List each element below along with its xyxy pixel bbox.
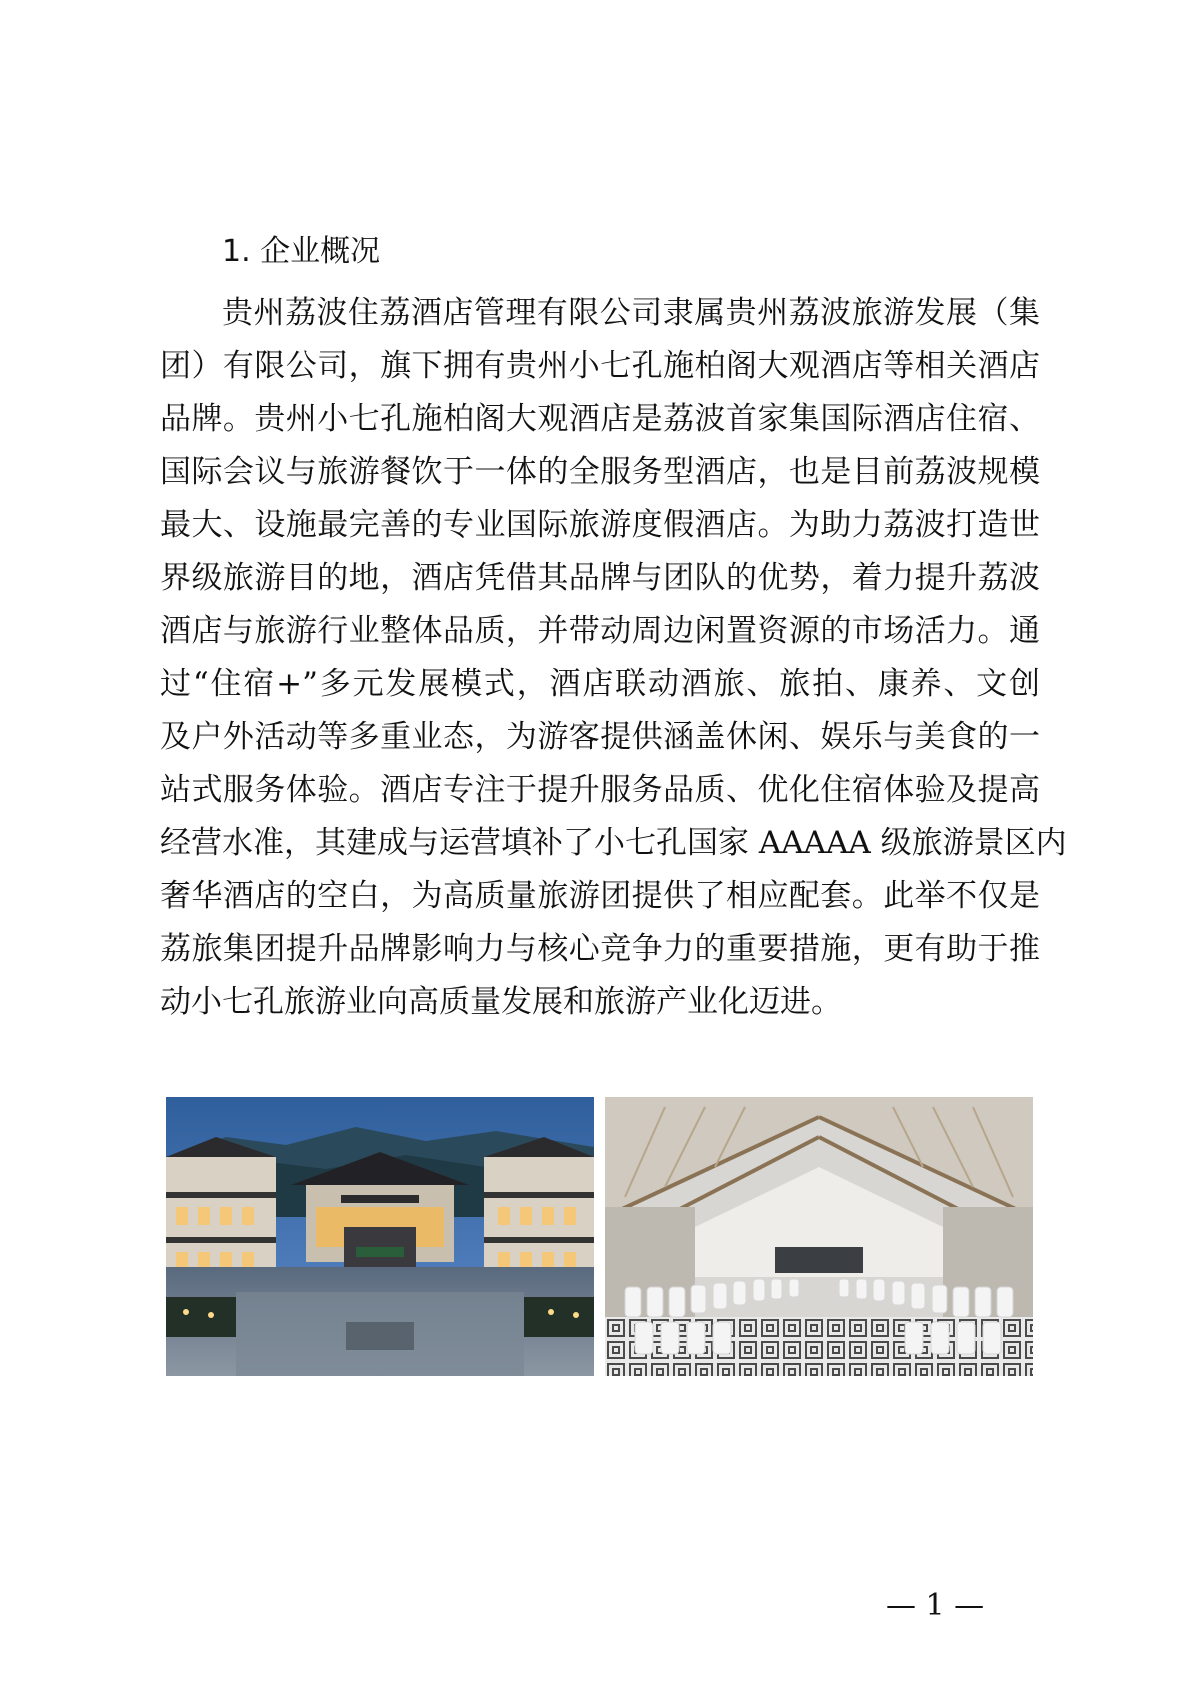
paragraph-line: 国际会议与旅游餐饮于一体的全服务型酒店，也是目前荔波规模 <box>160 454 1040 490</box>
conference-hall-image <box>605 1097 1033 1376</box>
hotel-exterior-photo <box>166 1097 594 1376</box>
paragraph-line: 荔旅集团提升品牌影响力与核心竞争力的重要措施，更有助于推 <box>160 931 1040 967</box>
section-heading: 1. 企业概况 <box>222 234 381 269</box>
paragraph-line: 酒店与旅游行业整体品质，并带动周边闲置资源的市场活力。通 <box>160 613 1040 649</box>
paragraph-line: 团）有限公司，旗下拥有贵州小七孔施柏阁大观酒店等相关酒店 <box>160 348 1040 384</box>
paragraph-line: 最大、设施最完善的专业国际旅游度假酒店。为助力荔波打造世 <box>160 507 1040 543</box>
page-number: — 1 — <box>886 1588 985 1623</box>
paragraph-line: 经营水准，其建成与运营填补了小七孔国家 AAAAA 级旅游景区内 <box>160 825 1067 861</box>
paragraph-line: 界级旅游目的地，酒店凭借其品牌与团队的优势，着力提升荔波 <box>160 560 1040 596</box>
paragraph-line: 动小七孔旅游业向高质量发展和旅游产业化迈进。 <box>160 984 842 1020</box>
hotel-exterior-image <box>166 1097 594 1376</box>
paragraph-line: 站式服务体验。酒店专注于提升服务品质、优化住宿体验及提高 <box>160 772 1040 808</box>
paragraph-line: 奢华酒店的空白，为高质量旅游团提供了相应配套。此举不仅是 <box>160 878 1040 914</box>
paragraph-line: 品牌。贵州小七孔施柏阁大观酒店是荔波首家集国际酒店住宿、 <box>160 401 1040 437</box>
paragraph-line: 及户外活动等多重业态，为游客提供涵盖休闲、娱乐与美食的一 <box>160 719 1040 755</box>
paragraph-line: 贵州荔波住荔酒店管理有限公司隶属贵州荔波旅游发展（集 <box>222 295 1040 331</box>
paragraph-line: 过“住宿+”多元发展模式，酒店联动酒旅、旅拍、康养、文创 <box>160 666 1040 702</box>
conference-hall-photo <box>605 1097 1033 1376</box>
